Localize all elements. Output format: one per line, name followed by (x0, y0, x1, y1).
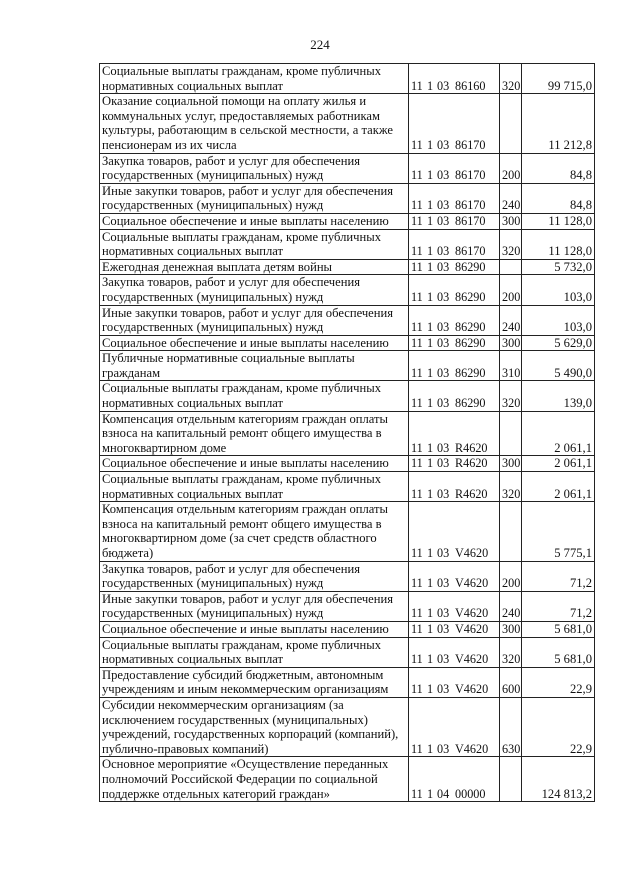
target-article-code (409, 229, 500, 259)
code-program: 11 (411, 440, 423, 455)
code-event: 03 (437, 365, 450, 380)
code-event: 03 (437, 546, 450, 560)
code-direction: V4620 (455, 741, 489, 756)
item-name: Оказание социальной помощи на оплату жилья и коммунальных услуг, предоставляемых работникам культуры, работающим в сельской местности, а также пенсионерам из их числа (100, 94, 409, 153)
target-article-code (409, 305, 500, 335)
code-direction: V4620 (455, 576, 489, 591)
target-article-code (409, 351, 500, 381)
code-program: 11 (411, 335, 423, 350)
code-direction: R4620 (455, 456, 488, 471)
code-event: 03 (437, 335, 450, 350)
expense-type-code (500, 259, 522, 275)
code-direction: V4620 (455, 621, 489, 636)
expense-type-code: 300 (500, 335, 522, 351)
code-direction: V4620 (455, 682, 489, 697)
target-article-code (409, 621, 500, 637)
code-subprogram: 1 (427, 365, 434, 380)
code-subprogram: 1 (427, 396, 434, 411)
code-program: 11 (411, 396, 423, 411)
budget-table (99, 63, 595, 802)
expense-type-code: 200 (500, 275, 522, 305)
table-row (100, 153, 595, 183)
code-event: 03 (437, 137, 450, 152)
code-event: 03 (437, 213, 450, 228)
code-direction: 86290 (455, 396, 486, 411)
code-subprogram: 1 (427, 576, 434, 591)
code-event: 03 (437, 456, 450, 471)
code-direction: 86170 (455, 168, 486, 183)
item-name: Ежегодная денежная выплата детям войны (100, 259, 409, 275)
expense-type-code: 200 (500, 561, 522, 591)
target-article-code (409, 335, 500, 351)
table-row (100, 305, 595, 335)
table-row (100, 411, 595, 456)
code-subprogram: 1 (427, 440, 434, 455)
expense-type-code: 630 (500, 697, 522, 756)
code-subprogram: 1 (427, 741, 434, 756)
code-subprogram: 1 (427, 198, 434, 213)
code-subprogram: 1 (427, 168, 434, 183)
amount: 71,2 (522, 591, 595, 621)
target-article-code (409, 667, 500, 697)
table-row (100, 637, 595, 667)
item-name: Социальное обеспечение и иные выплаты населению (100, 456, 409, 472)
item-name: Социальное обеспечение и иные выплаты населению (100, 213, 409, 229)
item-name: Предоставление субсидий бюджетным, автономным учреждениям и иным некоммерческим организациям (100, 667, 409, 697)
item-name: Закупка товаров, работ и услуг для обеспечения государственных (муниципальных) нужд (100, 153, 409, 183)
table-row (100, 275, 595, 305)
code-program: 11 (411, 78, 423, 93)
item-name: Основное мероприятие «Осуществление переданных полномочий Российской Федерации по социальной поддержке отдельных категорий граждан» (100, 757, 409, 802)
amount: 103,0 (522, 305, 595, 335)
code-event: 03 (437, 320, 450, 335)
code-event: 03 (437, 396, 450, 411)
item-name: Публичные нормативные социальные выплаты гражданам (100, 351, 409, 381)
item-name: Закупка товаров, работ и услуг для обеспечения государственных (муниципальных) нужд (100, 561, 409, 591)
code-direction: V4620 (455, 546, 489, 560)
code-subprogram: 1 (427, 621, 434, 636)
code-program: 11 (411, 621, 423, 636)
table-row (100, 183, 595, 213)
target-article-code (409, 697, 500, 756)
expense-type-code: 600 (500, 667, 522, 697)
code-subprogram: 1 (427, 652, 434, 667)
table-row (100, 757, 595, 802)
code-event: 03 (437, 606, 450, 621)
code-subprogram: 1 (427, 259, 434, 274)
target-article-code (409, 472, 500, 502)
expense-type-code: 300 (500, 621, 522, 637)
amount: 84,8 (522, 183, 595, 213)
code-program: 11 (411, 137, 423, 152)
code-event: 03 (437, 621, 450, 636)
target-article-code (409, 757, 500, 802)
code-program: 11 (411, 244, 423, 259)
code-direction: 86290 (455, 335, 486, 350)
code-subprogram: 1 (427, 335, 434, 350)
code-event: 03 (437, 259, 450, 274)
code-subprogram: 1 (427, 606, 434, 621)
amount: 5 681,0 (522, 637, 595, 667)
code-program: 11 (411, 320, 423, 335)
target-article-code (409, 637, 500, 667)
code-program: 11 (411, 741, 423, 756)
code-direction: 86290 (455, 365, 486, 380)
table-row (100, 229, 595, 259)
table-row (100, 456, 595, 472)
code-program: 11 (411, 546, 423, 560)
code-event: 03 (437, 741, 450, 756)
expense-type-code (500, 502, 522, 561)
item-name: Социальное обеспечение и иные выплаты населению (100, 621, 409, 637)
table-row (100, 335, 595, 351)
code-program: 11 (411, 213, 423, 228)
code-direction: 86170 (455, 244, 486, 259)
amount: 139,0 (522, 381, 595, 411)
code-direction: R4620 (455, 486, 488, 501)
code-event: 03 (437, 576, 450, 591)
code-program: 11 (411, 289, 423, 304)
code-subprogram: 1 (427, 78, 434, 93)
code-program: 11 (411, 168, 423, 183)
code-event: 03 (437, 244, 450, 259)
item-name: Иные закупки товаров, работ и услуг для обеспечения государственных (муниципальных) нужд (100, 183, 409, 213)
target-article-code (409, 259, 500, 275)
code-direction: 86170 (455, 137, 486, 152)
amount: 2 061,1 (522, 411, 595, 456)
code-event: 04 (437, 786, 450, 801)
code-event: 03 (437, 198, 450, 213)
table-row (100, 259, 595, 275)
amount: 2 061,1 (522, 472, 595, 502)
amount: 71,2 (522, 561, 595, 591)
amount: 5 681,0 (522, 621, 595, 637)
amount: 11 128,0 (522, 229, 595, 259)
code-program: 11 (411, 486, 423, 501)
target-article-code (409, 213, 500, 229)
amount: 11 212,8 (522, 94, 595, 153)
amount: 2 061,1 (522, 456, 595, 472)
expense-type-code: 300 (500, 213, 522, 229)
item-name: Социальное обеспечение и иные выплаты населению (100, 335, 409, 351)
table-row (100, 381, 595, 411)
item-name: Социальные выплаты гражданам, кроме публичных нормативных социальных выплат (100, 637, 409, 667)
code-direction: V4620 (455, 652, 489, 667)
amount: 124 813,2 (522, 757, 595, 802)
code-event: 03 (437, 486, 450, 501)
table-row (100, 472, 595, 502)
amount: 11 128,0 (522, 213, 595, 229)
code-direction: 00000 (455, 786, 486, 801)
table-row (100, 351, 595, 381)
code-program: 11 (411, 576, 423, 591)
code-subprogram: 1 (427, 486, 434, 501)
expense-type-code: 320 (500, 64, 522, 94)
target-article-code (409, 411, 500, 456)
item-name: Иные закупки товаров, работ и услуг для обеспечения государственных (муниципальных) нужд (100, 305, 409, 335)
expense-type-code: 240 (500, 305, 522, 335)
code-event: 03 (437, 440, 450, 455)
code-program: 11 (411, 786, 423, 801)
target-article-code (409, 381, 500, 411)
code-subprogram: 1 (427, 289, 434, 304)
expense-type-code: 310 (500, 351, 522, 381)
amount: 22,9 (522, 697, 595, 756)
expense-type-code (500, 757, 522, 802)
expense-type-code: 240 (500, 591, 522, 621)
target-article-code (409, 183, 500, 213)
table-row (100, 697, 595, 756)
amount: 5 732,0 (522, 259, 595, 275)
amount: 5 629,0 (522, 335, 595, 351)
target-article-code (409, 64, 500, 94)
item-name: Социальные выплаты гражданам, кроме публичных нормативных социальных выплат (100, 381, 409, 411)
item-name: Социальные выплаты гражданам, кроме публичных нормативных социальных выплат (100, 64, 409, 94)
table-row (100, 667, 595, 697)
table-row (100, 213, 595, 229)
code-event: 03 (437, 289, 450, 304)
amount: 103,0 (522, 275, 595, 305)
amount: 84,8 (522, 153, 595, 183)
code-direction: 86170 (455, 213, 486, 228)
expense-type-code: 200 (500, 153, 522, 183)
code-event: 03 (437, 168, 450, 183)
table-row (100, 502, 595, 561)
code-program: 11 (411, 606, 423, 621)
item-name: Иные закупки товаров, работ и услуг для обеспечения государственных (муниципальных) нужд (100, 591, 409, 621)
item-name: Компенсация отдельным категориям граждан оплаты взноса на капитальный ремонт общего имущества в многоквартирном доме (за счет средств областного бюджета) (100, 502, 409, 561)
code-subprogram: 1 (427, 137, 434, 152)
code-program: 11 (411, 365, 423, 380)
code-subprogram: 1 (427, 456, 434, 471)
code-direction: R4620 (455, 440, 488, 455)
code-direction: 86290 (455, 320, 486, 335)
code-direction: 86290 (455, 259, 486, 274)
code-direction: V4620 (455, 606, 489, 621)
expense-type-code: 300 (500, 456, 522, 472)
code-subprogram: 1 (427, 213, 434, 228)
code-subprogram: 1 (427, 320, 434, 335)
code-program: 11 (411, 198, 423, 213)
code-event: 03 (437, 652, 450, 667)
target-article-code (409, 153, 500, 183)
item-name: Социальные выплаты гражданам, кроме публичных нормативных социальных выплат (100, 229, 409, 259)
code-subprogram: 1 (427, 786, 434, 801)
target-article-code (409, 502, 500, 561)
expense-type-code: 320 (500, 381, 522, 411)
code-program: 11 (411, 456, 423, 471)
amount: 5 490,0 (522, 351, 595, 381)
amount: 99 715,0 (522, 64, 595, 94)
target-article-code (409, 456, 500, 472)
code-subprogram: 1 (427, 244, 434, 259)
code-program: 11 (411, 259, 423, 274)
table-row (100, 94, 595, 153)
item-name: Компенсация отдельным категориям граждан оплаты взноса на капитальный ремонт общего имущества в многоквартирном доме (100, 411, 409, 456)
table-row (100, 561, 595, 591)
code-direction: 86160 (455, 78, 486, 93)
item-name: Закупка товаров, работ и услуг для обеспечения государственных (муниципальных) нужд (100, 275, 409, 305)
code-event: 03 (437, 78, 450, 93)
expense-type-code: 320 (500, 637, 522, 667)
table-row (100, 64, 595, 94)
code-program: 11 (411, 682, 423, 697)
expense-type-code (500, 94, 522, 153)
target-article-code (409, 591, 500, 621)
code-subprogram: 1 (427, 682, 434, 697)
expense-type-code: 320 (500, 229, 522, 259)
item-name: Социальные выплаты гражданам, кроме публичных нормативных социальных выплат (100, 472, 409, 502)
table-row (100, 621, 595, 637)
expense-type-code: 240 (500, 183, 522, 213)
target-article-code (409, 94, 500, 153)
target-article-code (409, 275, 500, 305)
amount: 22,9 (522, 667, 595, 697)
item-name: Субсидии некоммерческим организациям (за исключением государственных (муниципальных) учреждений, государственных корпораций (компаний), публично-правовых компаний) (100, 697, 409, 756)
target-article-code (409, 561, 500, 591)
amount: 5 775,1 (522, 502, 595, 561)
expense-type-code: 320 (500, 472, 522, 502)
page-number: 224 (310, 37, 330, 52)
code-event: 03 (437, 682, 450, 697)
code-direction: 86170 (455, 198, 486, 213)
expense-type-code (500, 411, 522, 456)
code-direction: 86290 (455, 289, 486, 304)
code-subprogram: 1 (427, 546, 434, 560)
code-program: 11 (411, 652, 423, 667)
table-row (100, 591, 595, 621)
